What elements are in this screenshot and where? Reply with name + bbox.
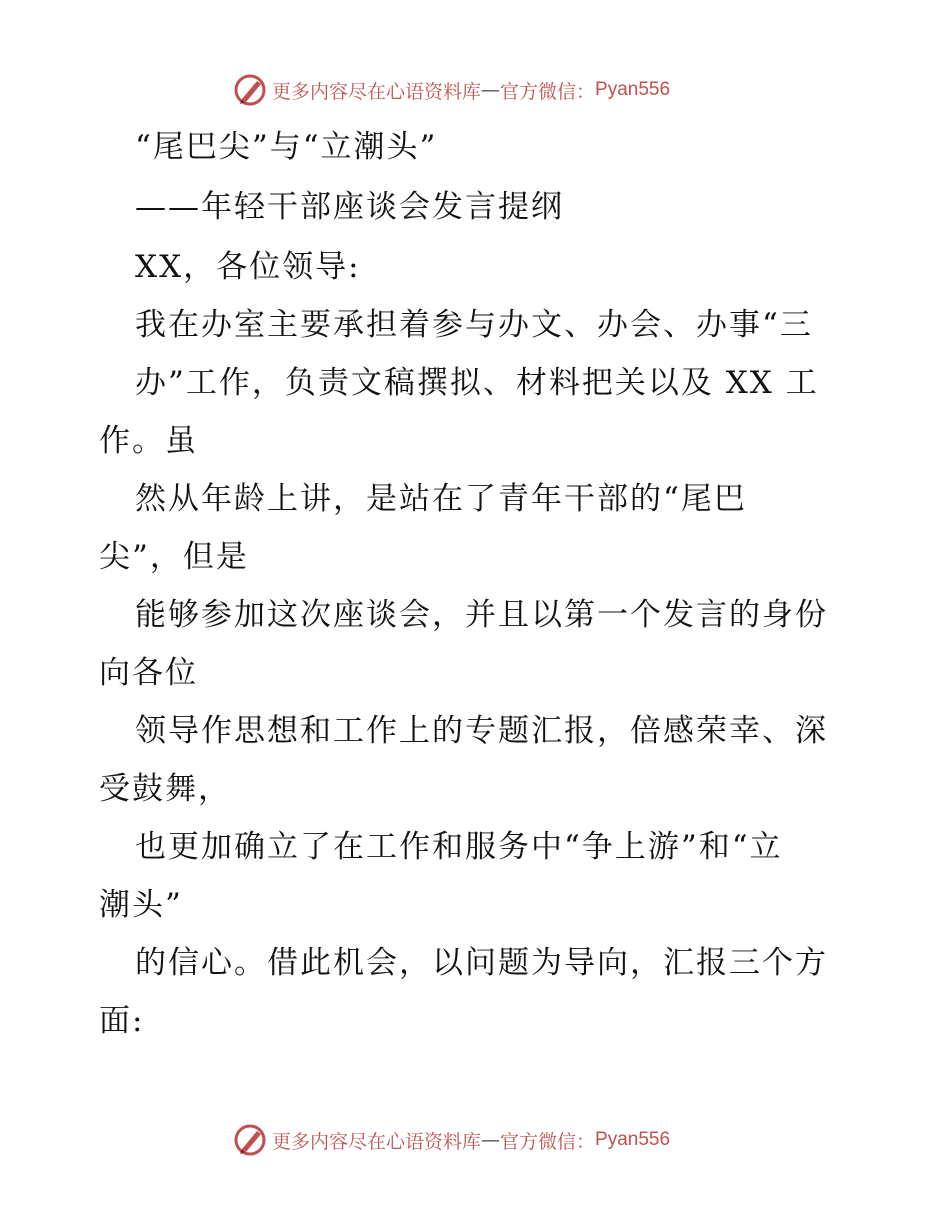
paragraph-line: 尖”，但是 xyxy=(99,539,249,575)
paragraph-line: 领导作思想和工作上的专题汇报，倍感荣幸、深 xyxy=(135,713,828,749)
pen-logo-icon xyxy=(233,73,269,107)
watermark-suffix: 官方微信： xyxy=(500,80,596,103)
paragraph-line: 的信心。借此机会，以问题为导向，汇报三个方 xyxy=(135,945,828,981)
watermark-suffix: 官方微信： xyxy=(500,1130,596,1153)
document-subtitle: ——年轻干部座谈会发言提纲 xyxy=(135,189,564,225)
paragraph-line: 向各位 xyxy=(99,655,198,691)
watermark-separator: — xyxy=(481,79,501,101)
watermark-text: 更多内容尽在心语资料库 xyxy=(272,1130,482,1153)
pen-logo-icon xyxy=(233,1123,269,1157)
paragraph-line: 然从年龄上讲，是站在了青年干部的“尾巴 xyxy=(135,481,747,517)
paragraph-line: 我在办室主要承担着参与办文、办会、办事“三 xyxy=(135,307,813,343)
paragraph-line: 面: xyxy=(99,1003,145,1039)
paragraph-line: 办”工作，负责文稿撰拟、材料把关以及 XX 工 xyxy=(135,365,819,401)
footer-watermark xyxy=(233,1123,670,1157)
paragraph-line: 潮头” xyxy=(99,887,183,923)
watermark-separator: — xyxy=(481,1129,501,1151)
paragraph-line: 能够参加这次座谈会，并且以第一个发言的身份 xyxy=(135,597,828,633)
paragraph-line: 作。虽 xyxy=(99,423,198,459)
paragraph-line: 受鼓舞， xyxy=(99,771,231,807)
watermark-text: 更多内容尽在心语资料库 xyxy=(272,80,482,103)
header-watermark xyxy=(233,73,670,107)
paragraph-line: 也更加确立了在工作和服务中“争上游”和“立 xyxy=(135,829,783,865)
watermark-handle: Pyan556 xyxy=(595,79,671,100)
watermark-handle: Pyan556 xyxy=(595,1129,671,1150)
salutation: XX，各位领导: xyxy=(135,249,361,285)
document-title: “尾巴尖”与“立潮头” xyxy=(135,129,438,165)
